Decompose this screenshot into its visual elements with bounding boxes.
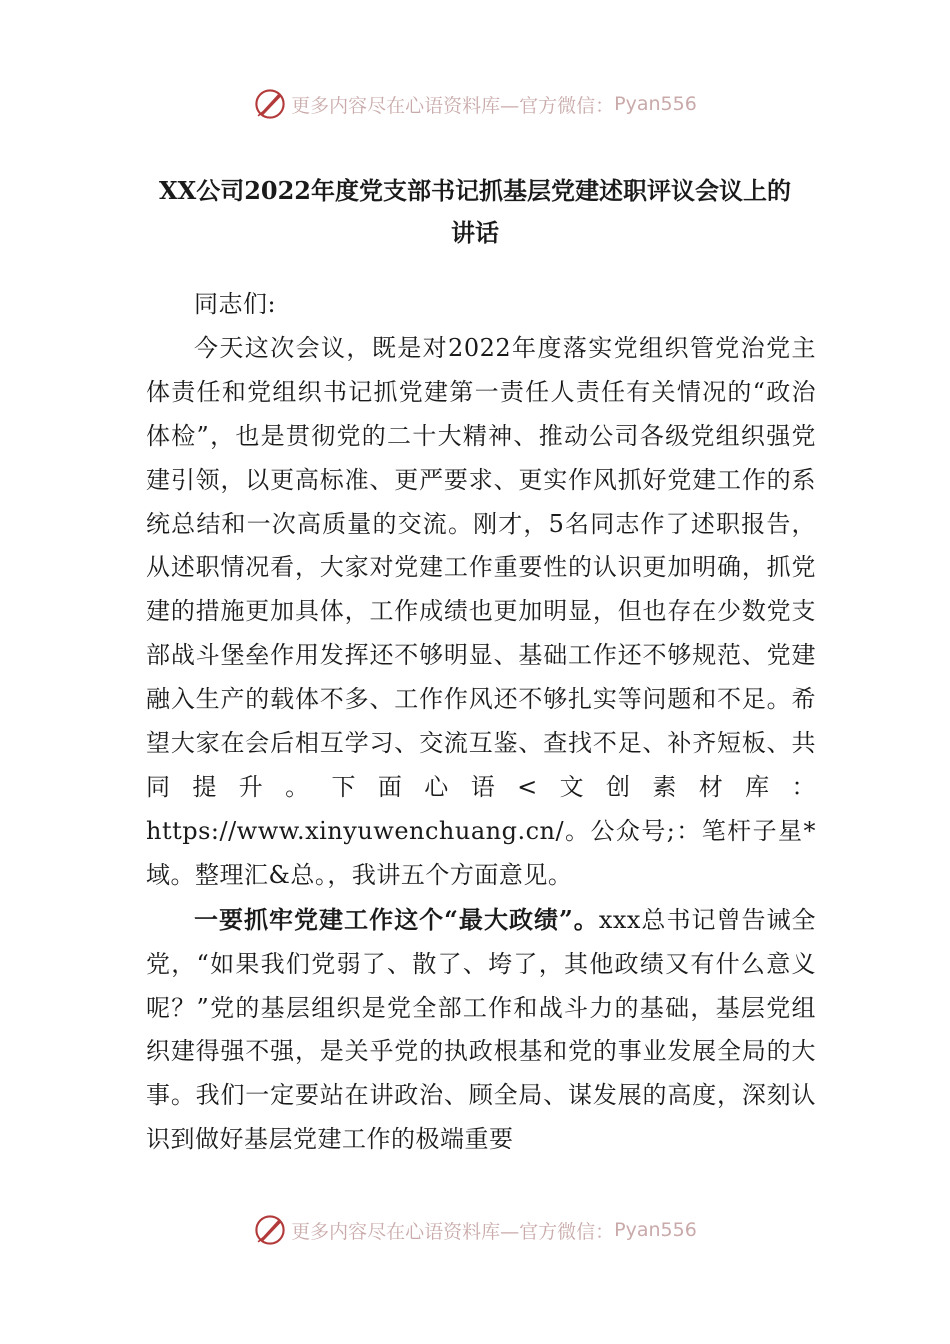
paragraph-2 [146,898,816,1162]
watermark-handle: Pyan556 [614,93,697,115]
document-body [146,283,816,1162]
greeting: 同志们: [194,290,277,318]
paragraph-1: 今天这次会议，既是对2022年度落实党组织管党治党主体责任和党组织书记抓党建第一责任人责任有关情况的“政治体检”，也是贯彻党的二十大精神、推动公司各级党组织强党建引领，以更高标准、更严要求、更实作风抓好党建工作的系统总结和一次高质量的交流。刚才，5名同志作了述职报告，从述职情况看，大家对党建工作重要性的认识更加明确，抓党建的措施更加具体，工作成绩也更加明显，但也存在少数党支部战斗堡垒作用发挥还不够明显、基础工作还不够规范、党建融入生产的载体不多、工作作风还不够扎实等问题和不足。希望大家在会后相互学习、交流互鉴、查找不足、补齐短板、共同提升。下面心语<文创素材库：https://www.xinyuwenchuang.cn/。公众号;：笔杆子星*域。整理汇&总。，我讲五个方面意见。 [146,333,816,889]
header-watermark [0,82,950,126]
title-line-1: XX公司2022年度党支部书记抓基层党建述职评议会议上的 [158,176,792,205]
watermark-text: 更多内容尽在心语资料库—官方微信： [291,1220,615,1243]
section-1-heading: 一要抓牢党建工作这个“最大政绩”。 [194,904,599,934]
quill-logo-icon [253,1213,287,1247]
title-line-2: 讲话 [451,218,499,247]
watermark-text: 更多内容尽在心语资料库—官方微信： [291,94,615,117]
document-title [110,170,840,254]
section-1-body: xxx总书记曾告诫全党，“如果我们党弱了、散了、垮了，其他政绩又有什么意义呢？”党的基层组织是党全部工作和战斗力的基础，基层党组织建得强不强，是关乎党的执政根基和党的事业发展全局的大事。我们一定要站在讲政治、顾全局、谋发展的高度，深刻认识到做好基层党建工作的极端重要 [146,905,816,1154]
quill-logo-icon [253,87,287,121]
watermark-handle: Pyan556 [614,1219,697,1241]
footer-watermark [0,1208,950,1252]
